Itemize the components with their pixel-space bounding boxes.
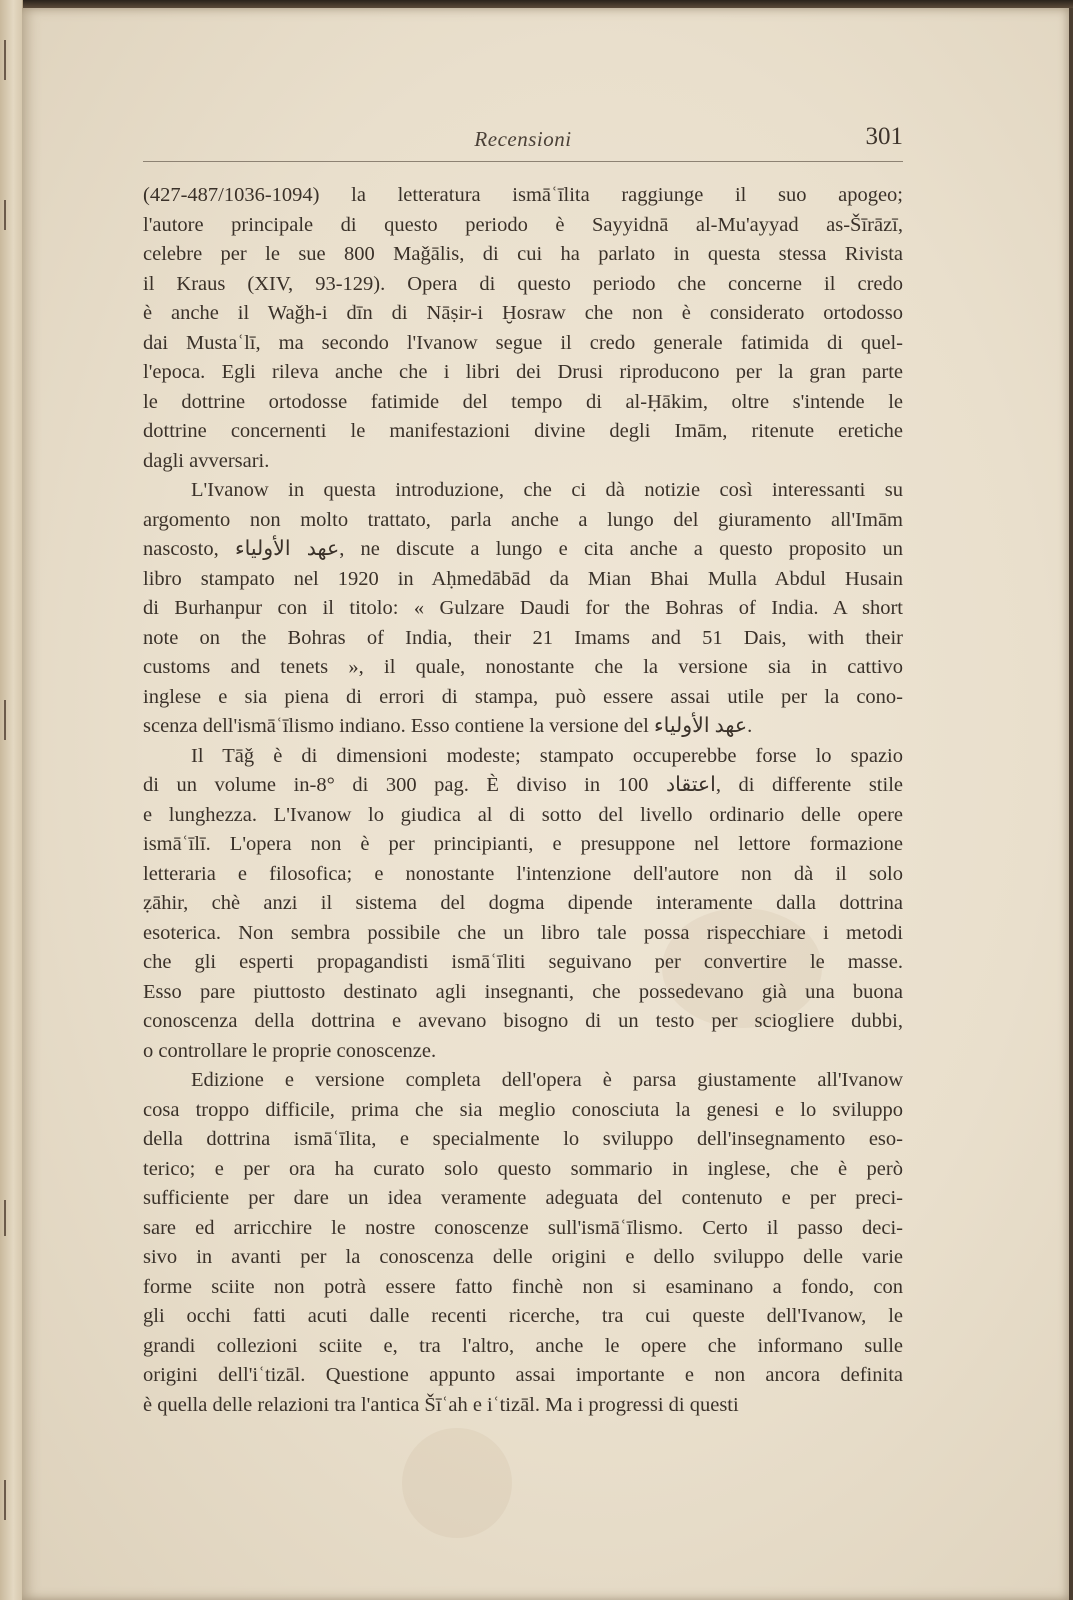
book-edge <box>0 0 1073 8</box>
text-line: ismāʿīlī. L'opera non è per principianti, e presuppone nel lettore formazione <box>143 833 903 855</box>
text-line: L'Ivanow in questa introduzione, che ci dà notizie così interessanti su <box>191 479 903 501</box>
text-line: sufficiente per dare un idea veramente adeguata del contenuto e per preci- <box>143 1187 903 1209</box>
text-line: dottrine concernenti le manifestazioni divine degli Imām, ritenute eretiche <box>143 420 903 442</box>
text-line: forme sciite non potrà essere fatto finchè non si esaminano a fondo, con <box>143 1275 903 1298</box>
text-line: Edizione e versione completa dell'opera è parsa giustamente all'Ivanow <box>191 1069 903 1091</box>
text-line: (427-487/1036-1094) la letteratura ismāʿīlita raggiunge il suo apogeo; <box>143 184 903 206</box>
page-edge <box>1069 8 1073 1600</box>
text-line: dai Mustaʿlī, ma secondo l'Ivanow segue il credo generale fatimida di quel- <box>143 331 903 354</box>
text-line: Il Tāǧ è di dimensioni modeste; stampato occuperebbe forse lo spazio <box>191 744 903 767</box>
text-line: grandi collezioni sciite e, tra l'altro, anche le opere che informano sulle <box>143 1334 903 1357</box>
header-rule <box>143 161 903 162</box>
text-line: origini dell'iʿtizāl. Questione appunto assai importante e non ancora definita <box>143 1364 903 1386</box>
text-line: le dottrine ortodosse fatimide del tempo di al-Ḥākim, oltre s'intende le <box>143 390 903 413</box>
page-header <box>143 123 903 159</box>
text-line: conoscenza della dottrina e avevano bisogno di un testo per sciogliere dubbi, <box>143 1010 903 1032</box>
text-line: customs and tenets », il quale, nonostante che la versione sia in cattivo <box>143 656 903 678</box>
text-line: terico; e per ora ha curato solo questo sommario in inglese, che è però <box>143 1157 903 1180</box>
running-head: Recensioni <box>474 127 572 151</box>
book-binding <box>0 0 23 1600</box>
text-line: di un volume in-8° di 300 pag. È diviso in 100 اعتقاد, di differente stile <box>143 774 903 796</box>
text-line: della dottrina ismāʿīlita, e specialmente lo sviluppo dell'insegnamento eso- <box>143 1128 903 1150</box>
text-line: è anche il Waǧh-i dīn di Nāṣir-i Ḫosraw che non è considerato ortodosso <box>143 302 903 324</box>
text-line: gli occhi fatti acuti dalle recenti ricerche, tra cui queste dell'Ivanow, le <box>143 1305 903 1327</box>
text-line: nascosto, عهد الأولياء, ne discute a lungo e cita anche a questo proposito un <box>143 538 903 560</box>
text-line: e lunghezza. L'Ivanow lo giudica al di sotto del livello ordinario delle opere <box>143 803 903 826</box>
text-line: l'epoca. Egli rileva anche che i libri dei Drusi riproducono per la gran parte <box>143 361 903 383</box>
text-line: è quella delle relazioni tra l'antica Šīʿah e iʿtizāl. Ma i progressi di questi <box>143 1393 739 1416</box>
text-line: esoterica. Non sembra possibile che un libro tale possa rispecchiare i metodi <box>143 921 903 944</box>
text-line: celebre per le sue 800 Maǧālis, di cui ha parlato in questa stessa Rivista <box>143 243 903 265</box>
text-line: l'autore principale di questo periodo è Sayyidnā al-Mu'ayyad as-Šīrāzī, <box>143 213 903 236</box>
text-line: letteraria e filosofica; e nonostante l'intenzione dell'autore non dà il solo <box>143 862 903 885</box>
text-line: dagli avversari. <box>143 449 270 472</box>
text-line: sivo in avanti per la conoscenza delle origini e dello sviluppo delle varie <box>143 1246 903 1268</box>
text-line: Esso pare piuttosto destinato agli insegnanti, che possedevano già una buona <box>143 980 903 1003</box>
text-line: argomento non molto trattato, parla anche a lungo del giuramento all'Imām <box>143 508 903 531</box>
text-line: il Kraus (XIV, 93-129). Opera di questo periodo che concerne il credo <box>143 272 903 295</box>
text-line: libro stampato nel 1920 in Aḥmedābād da Mian Bhai Mulla Abdul Husain <box>143 567 903 590</box>
text-line: note on the Bohras of India, their 21 Imams and 51 Dais, with their <box>143 626 903 649</box>
text-line: scenza dell'ismāʿīlismo indiano. Esso contiene la versione del عهد الأولياء. <box>143 715 753 737</box>
text-line: ẓāhir, chè anzi il sistema del dogma dipende interamente dalla dottrina <box>143 892 903 914</box>
text-line: o controllare le proprie conoscenze. <box>143 1039 437 1062</box>
text-line: cosa troppo difficile, prima che sia meglio conosciuta la genesi e lo sviluppo <box>143 1098 903 1121</box>
text-line: sare ed arricchire le nostre conoscenze sull'ismāʿīlismo. Certo il passo deci- <box>143 1216 903 1239</box>
text-line: che gli esperti propagandisti ismāʿīliti seguivano per convertire le masse. <box>143 951 903 973</box>
page-number: 301 <box>865 123 903 150</box>
text-line: inglese e sia piena di errori di stampa, può essere assai utile per la cono- <box>143 685 903 708</box>
body-text <box>143 181 903 1420</box>
text-line: di Burhanpur con il titolo: « Gulzare Daudi for the Bohras of India. A short <box>143 597 903 619</box>
